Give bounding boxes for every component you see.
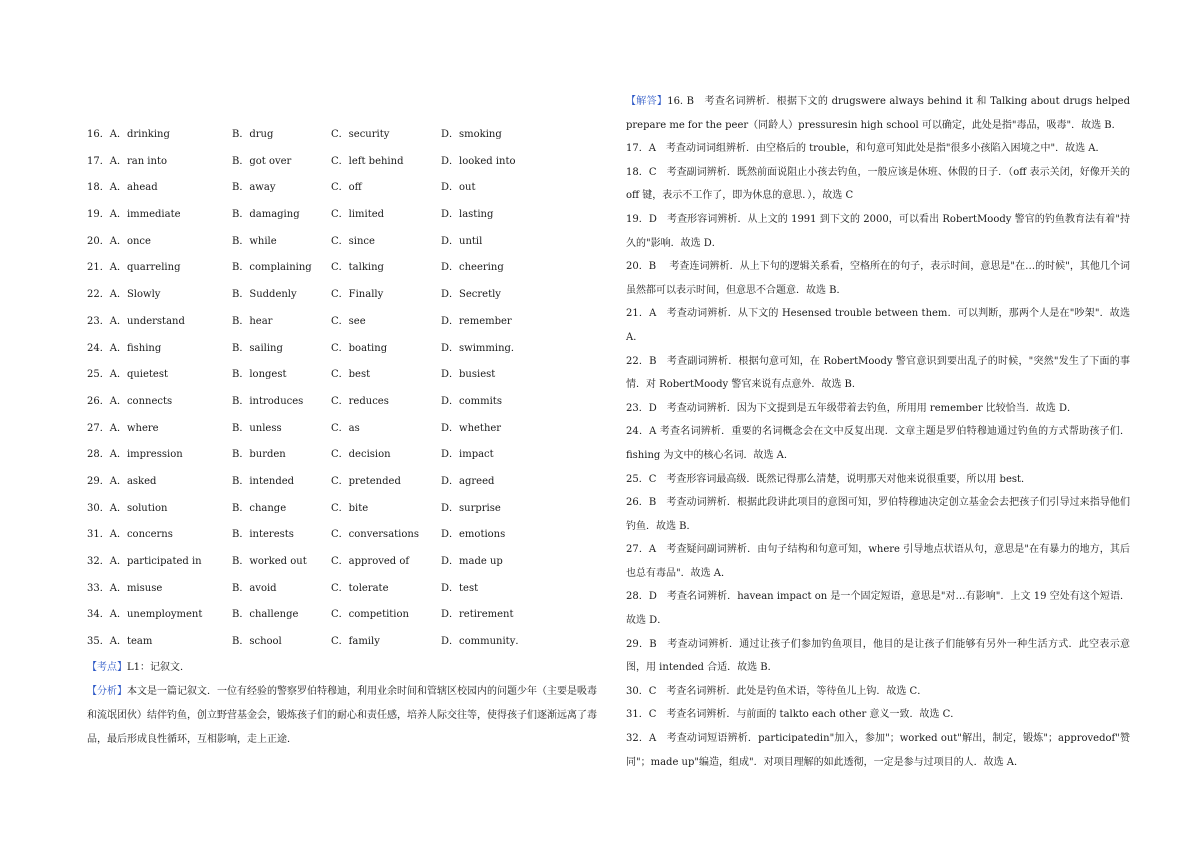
option-d: D．until xyxy=(441,235,483,247)
option-b: B．school xyxy=(232,636,282,648)
option-a: 22．A．Slowly xyxy=(87,289,161,301)
question-row xyxy=(87,255,607,282)
option-b: B．drug xyxy=(232,129,274,140)
answer-explanations xyxy=(626,90,1130,774)
option-d: D．lasting xyxy=(441,209,494,221)
answer-item: 28．D 考查名词辨析．havean impact on 是一个固定短语，意思是"对…有影响"．上文 19 空处有这个短语．故选 D． xyxy=(626,591,1130,627)
option-a: 19．A．immediate xyxy=(87,209,181,221)
question-row xyxy=(87,202,607,229)
question-row xyxy=(87,416,607,443)
option-a: 27．A．where xyxy=(87,422,159,434)
option-c: C．approved of xyxy=(331,556,410,567)
option-d: D．test xyxy=(441,582,479,594)
option-b: B．worked out xyxy=(232,556,307,567)
option-d: D．out xyxy=(441,182,476,194)
fenxi-text: 本文是一篇记叙文．一位有经验的警察罗伯特穆迪，利用业余时间和管辖区校园内的问题少年（主要是吸毒和流氓团伙）结伴钓鱼，创立野营基金会，锻炼孩子们的耐心和责任感，培养人际交往等，使得孩子们逐渐远离了毒品，最后形成良性循环，互相影响，走上正途． xyxy=(87,685,597,745)
option-a: 35．A．team xyxy=(87,636,153,648)
option-a: 32．A．participated in xyxy=(87,556,202,567)
option-c: C．talking xyxy=(331,262,384,274)
answer-item: 26．B 考查动词辨析．根据此段讲此项目的意图可知，罗伯特穆迪决定创立基金会去把孩子们引导过来指导他们钓鱼．故选 B． xyxy=(626,497,1130,532)
question-row xyxy=(87,149,607,176)
option-d: D．retirement xyxy=(441,609,514,621)
option-d: D．remember xyxy=(441,315,512,327)
option-c: C．family xyxy=(331,636,380,648)
question-row xyxy=(87,469,607,496)
option-b: B．Suddenly xyxy=(232,289,297,301)
option-d: D．busiest xyxy=(441,369,496,381)
option-b: B．got over xyxy=(232,155,292,167)
option-a: 31．A．concerns xyxy=(87,529,173,541)
option-a: 17．A．ran into xyxy=(87,155,167,167)
question-row xyxy=(87,229,607,256)
answer-item: 25．C 考查形容词最高级．既然记得那么清楚，说明那天对他来说很重要，所以用 best． xyxy=(626,473,1032,485)
option-d: D．agreed xyxy=(441,475,495,487)
option-a: 25．A．quietest xyxy=(87,369,168,381)
option-b: B．avoid xyxy=(232,582,277,594)
option-b: B．away xyxy=(232,182,276,194)
option-d: D．impact xyxy=(441,449,494,461)
option-d: D．community． xyxy=(441,636,526,648)
option-b: B．complaining xyxy=(232,262,312,274)
option-b: B．change xyxy=(232,502,287,514)
option-b: B．challenge xyxy=(232,609,299,621)
option-c: C．limited xyxy=(331,209,385,221)
option-d: D．cheering xyxy=(441,262,504,274)
option-d: D．swimming． xyxy=(441,342,521,354)
option-d: D．surprise xyxy=(441,502,501,514)
option-b: B．unless xyxy=(232,422,282,434)
answer-item: 24．A 考查名词辨析．重要的名词概念会在文中反复出现．文章主题是罗伯特穆迪通过钓鱼的方式帮助孩子们．fishing 为文中的核心名词．故选 A． xyxy=(626,426,1130,461)
fenxi-tag: 【分析】 xyxy=(87,685,127,697)
option-b: B．interests xyxy=(232,529,294,541)
option-d: D．emotions xyxy=(441,529,506,541)
option-c: C．as xyxy=(331,422,360,434)
question-row xyxy=(87,175,607,202)
option-a: 29．A．asked xyxy=(87,475,157,487)
option-b: B．longest xyxy=(232,369,287,381)
option-c: C．security xyxy=(331,129,390,140)
option-c: C．bite xyxy=(331,502,369,514)
answer-paragraph xyxy=(626,90,1130,137)
option-b: B．introduces xyxy=(232,395,304,407)
question-row xyxy=(87,576,607,603)
question-list xyxy=(87,122,607,752)
option-c: C．reduces xyxy=(331,395,389,407)
option-c: C．best xyxy=(331,369,371,381)
option-a: 34．A．unemployment xyxy=(87,609,203,621)
option-c: C．conversations xyxy=(331,529,419,541)
answer-16: 16. B 考查名词辨析．根据下文的 drugswere always behind it 和 Talking about drugs helped prepare me for the peer（同龄人）pressuresin high school 可以确定，此处是指"毒品，吸毒"．故选 B． xyxy=(626,96,1130,131)
answer-item: 17．A 考查动词词组辨析．由空格后的 trouble，和句意可知此处是指"很多小孩陷入困境之中"．故选 A． xyxy=(626,143,1106,155)
option-a: 21．A．quarreling xyxy=(87,262,181,274)
question-row xyxy=(87,282,607,309)
question-row xyxy=(87,496,607,523)
question-row xyxy=(87,442,607,469)
option-a: 33．A．misuse xyxy=(87,582,163,594)
option-a: 23．A．understand xyxy=(87,315,185,327)
option-c: C．since xyxy=(331,235,375,247)
option-c: C．tolerate xyxy=(331,582,389,594)
option-c: C．off xyxy=(331,182,362,194)
option-c: C．competition xyxy=(331,609,409,621)
option-a: 16．A．drinking xyxy=(87,129,170,140)
option-d: D．whether xyxy=(441,422,502,434)
option-c: C．Finally xyxy=(331,289,384,301)
fenxi-note xyxy=(87,680,597,752)
option-b: B．while xyxy=(232,235,277,247)
option-b: B．sailing xyxy=(232,342,283,354)
answer-item: 23．D 考查动词辨析．因为下文提到是五年级带着去钓鱼，所用用 remember 比较恰当．故选 D． xyxy=(626,402,1077,414)
option-b: B．burden xyxy=(232,449,286,461)
question-row xyxy=(87,522,607,549)
jieda-tag: 【解答】 xyxy=(626,96,668,107)
answer-item: 21．A 考查动词辨析．从下文的 Hesensed trouble between them．可以判断，那两个人是在"吵架"．故选 A． xyxy=(626,308,1130,343)
option-a: 28．A．impression xyxy=(87,449,183,461)
option-a: 20．A．once xyxy=(87,235,151,247)
option-d: D．looked into xyxy=(441,155,516,167)
question-row xyxy=(87,362,607,389)
option-b: B．intended xyxy=(232,475,295,487)
question-row xyxy=(87,122,607,149)
answer-item: 20．B 考查连词辨析．从上下句的逻辑关系看，空格所在的句子，表示时间，意思是"在…的时候"，其他几个词虽然都可以表示时间，但意思不合题意．故选 B． xyxy=(626,261,1130,296)
answer-item: 30．C 考查名词辨析．此处是钓鱼术语，等待鱼儿上钩．故选 C． xyxy=(626,685,928,697)
question-row xyxy=(87,309,607,336)
option-d: D．Secretly xyxy=(441,289,501,301)
question-row xyxy=(87,336,607,363)
answer-item: 29．B 考查动词辨析．通过让孩子们参加钓鱼项目，他目的是让孩子们能够有另外一种生活方式．此空表示意图，用 intended 合适．故选 B． xyxy=(626,638,1130,674)
kaodian-text: L1：记叙文． xyxy=(127,661,191,673)
question-row xyxy=(87,389,607,416)
option-c: C．pretended xyxy=(331,475,401,487)
option-c: C．decision xyxy=(331,449,391,461)
option-c: C．boating xyxy=(331,342,388,354)
option-a: 18．A．ahead xyxy=(87,182,158,194)
kaodian-note xyxy=(87,656,597,680)
option-c: C．see xyxy=(331,315,366,327)
question-row xyxy=(87,602,607,629)
answer-item: 18．C 考查副词辨析．既然前面说阻止小孩去钓鱼，一般应该是休班、休假的日子．（off 表示关闭，好像开关的 off 键，表示不工作了，即为休息的意思．），故选 C xyxy=(626,166,1130,202)
kaodian-tag: 【考点】 xyxy=(87,661,127,673)
option-d: D．commits xyxy=(441,395,502,407)
option-d: D．made up xyxy=(441,556,503,567)
option-a: 26．A．connects xyxy=(87,395,173,407)
option-b: B．hear xyxy=(232,315,273,327)
option-a: 24．A．fishing xyxy=(87,342,162,354)
option-c: C．left behind xyxy=(331,155,404,167)
answer-item: 31．C 考查名词辨析．与前面的 talkto each other 意义一致．故选 C． xyxy=(626,709,961,721)
answer-item: 19．D 考查形容词辨析．从上文的 1991 到下文的 2000，可以看出 RobertMoody 警官的钓鱼教育法有着"持久的"影响．故选 D． xyxy=(626,213,1130,249)
option-a: 30．A．solution xyxy=(87,502,168,514)
question-row xyxy=(87,549,607,576)
answer-item: 32．A 考查动词短语辨析．participatedin"加入，参加"；worked out"解出，制定，锻炼"；approvedof"赞同"；made up"编造，组成"．对项目理解的如此透彻，一定是参与过项目的人．故选 A． xyxy=(626,733,1130,768)
option-d: D．smoking xyxy=(441,129,502,140)
option-b: B．damaging xyxy=(232,209,300,221)
answer-item: 22．B 考查副词辨析．根据句意可知，在 RobertMoody 警官意识到要出乱子的时候，"突然"发生了下面的事情．对 RobertMoody 警官来说有点意外．故选 B． xyxy=(626,355,1130,391)
answer-item: 27．A 考查疑问副词辨析．由句子结构和句意可知，where 引导地点状语从句，意思是"在有暴力的地方，其后也总有毒品"．故选 A． xyxy=(626,544,1130,579)
question-row xyxy=(87,629,607,656)
